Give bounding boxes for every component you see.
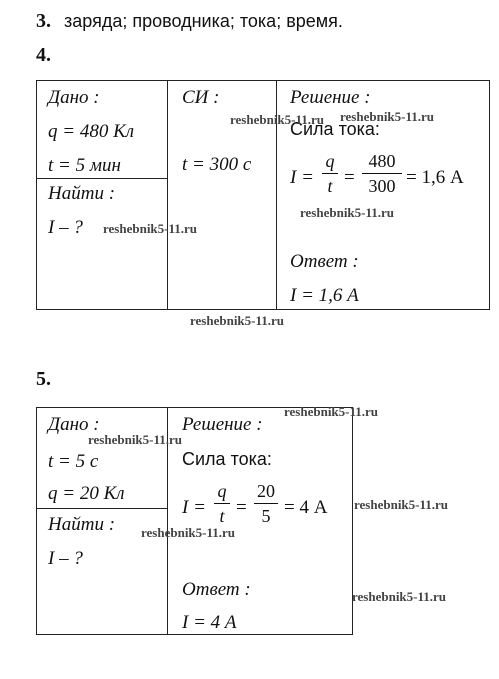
p4-result: = 1,6 А <box>406 167 464 188</box>
p5-frac2-den: 5 <box>261 506 271 526</box>
p4-fraction-values <box>362 152 402 195</box>
problem-4-divider-h <box>36 178 167 179</box>
watermark: reshebnik5-11.ru <box>88 432 183 447</box>
p5-fraction-values <box>254 482 278 525</box>
p4-otvet-header: Ответ : <box>290 251 359 272</box>
p4-frac2-num: 480 <box>368 151 396 171</box>
p4-reshenie-header: Решение : <box>290 87 371 108</box>
p5-sila-toka: Сила тока: <box>182 449 272 469</box>
problem-5-number: 5. <box>36 368 51 390</box>
p5-reshenie-header: Решение : <box>182 414 263 435</box>
p4-dano-q: q = 480 Кл <box>48 121 134 142</box>
watermark: reshebnik5-11.ru <box>103 221 198 236</box>
watermark: reshebnik5-11.ru <box>340 109 435 124</box>
p5-formula-lhs: I = <box>182 497 206 518</box>
p5-frac1-bar <box>214 503 230 504</box>
p4-eq: = <box>344 167 355 188</box>
p4-frac2-den: 300 <box>368 176 396 196</box>
p4-si-t: t = 300 с <box>182 154 252 175</box>
p4-dano-header: Дано : <box>48 87 100 108</box>
p4-otvet: I = 1,6 А <box>290 285 359 306</box>
watermark: reshebnik5-11.ru <box>230 112 325 127</box>
problem-3-line <box>36 10 343 33</box>
p5-frac1-num: q <box>217 481 227 501</box>
watermark: reshebnik5-11.ru <box>354 497 449 512</box>
p5-result: = 4 А <box>284 497 328 518</box>
watermark: reshebnik5-11.ru <box>352 589 447 604</box>
p5-frac1-den: t <box>219 506 225 526</box>
p5-fraction-qt <box>214 482 230 525</box>
p4-fraction-qt <box>322 152 338 195</box>
p4-frac2-bar <box>362 173 402 174</box>
problem-4-divider-1 <box>167 80 168 310</box>
problem-3-number: 3. <box>36 10 51 32</box>
p4-si-header: СИ : <box>182 87 220 108</box>
p4-frac1-bar <box>322 173 338 174</box>
p5-dano-header: Дано : <box>48 414 100 435</box>
p5-frac2-bar <box>254 503 278 504</box>
p5-frac2-num: 20 <box>257 481 275 501</box>
p5-otvet-header: Ответ : <box>182 579 251 600</box>
problem-3-text: заряда; проводника; тока; время. <box>64 11 343 31</box>
p5-naiti-header: Найти : <box>48 514 116 535</box>
p5-dano-q: q = 20 Кл <box>48 483 125 504</box>
p4-frac1-den: t <box>327 176 333 196</box>
p4-frac1-num: q <box>325 151 335 171</box>
p4-naiti-i: I – ? <box>48 217 83 238</box>
problem-4-number: 4. <box>36 44 51 66</box>
p5-dano-t: t = 5 с <box>48 451 99 472</box>
p5-otvet: I = 4 А <box>182 612 237 633</box>
p5-eq: = <box>236 497 247 518</box>
watermark: reshebnik5-11.ru <box>190 313 285 328</box>
problem-5-divider-h <box>36 508 167 509</box>
p4-formula-lhs: I = <box>290 167 314 188</box>
watermark: reshebnik5-11.ru <box>284 404 379 419</box>
p4-naiti-header: Найти : <box>48 183 116 204</box>
p5-naiti-i: I – ? <box>48 548 83 569</box>
watermark: reshebnik5-11.ru <box>300 205 395 220</box>
watermark: reshebnik5-11.ru <box>141 525 236 540</box>
p4-dano-t: t = 5 мин <box>48 155 121 176</box>
p4-sila-toka: Сила тока: <box>290 119 380 139</box>
